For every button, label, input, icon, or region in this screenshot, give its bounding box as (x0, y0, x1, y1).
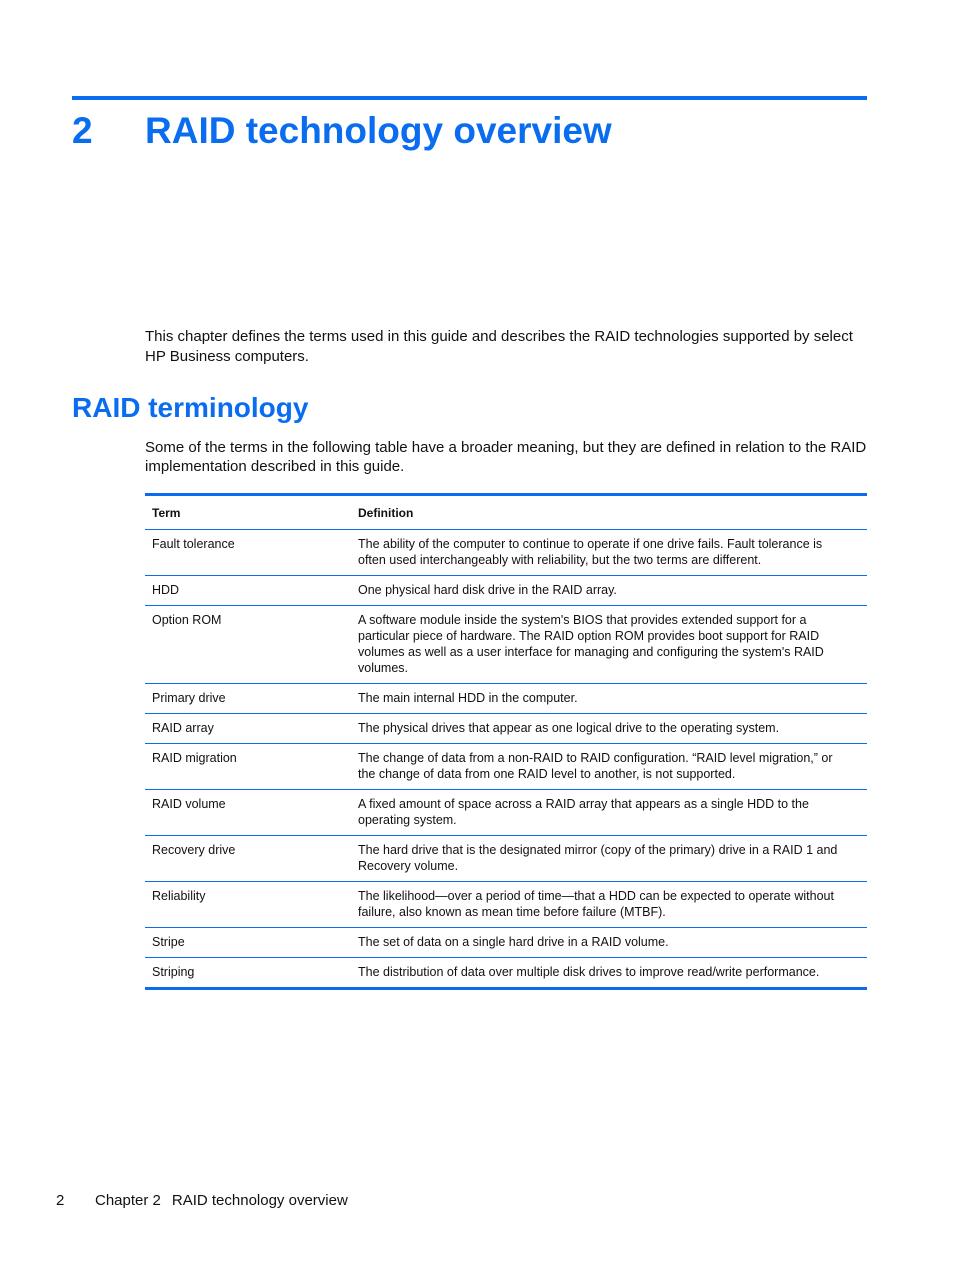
chapter-intro: This chapter defines the terms used in this guide and describes the RAID technologies supported by select HP Business computers. (145, 328, 853, 365)
definition-cell: A software module inside the system's BIOS that provides extended support for a particular piece of hardware. The RAID option ROM provides boot support for RAID volumes as well as a user interface for managing and configuring the system's RAID volumes. (351, 606, 867, 684)
term-cell: HDD (145, 576, 351, 606)
term-cell: Fault tolerance (145, 530, 351, 576)
term-cell: RAID array (145, 714, 351, 744)
table-row (145, 790, 867, 836)
section-heading: RAID terminology (72, 392, 309, 423)
term-cell: RAID migration (145, 744, 351, 790)
definition-cell: The hard drive that is the designated mirror (copy of the primary) drive in a RAID 1 and Recovery volume. (351, 836, 867, 882)
term-cell: Recovery drive (145, 836, 351, 882)
term-cell: Option ROM (145, 606, 351, 684)
page-footer (56, 1191, 348, 1211)
chapter-title: RAID technology overview (145, 110, 612, 151)
footer-chapter-title: RAID technology overview (171, 1192, 348, 1209)
table-header-row (145, 495, 867, 530)
chapter-number: 2 (72, 110, 93, 151)
chapter-top-rule (72, 96, 867, 100)
column-header-definition: Definition (351, 495, 867, 530)
definition-cell: The likelihood—over a period of time—that a HDD can be expected to operate without failure, also known as mean time before failure (MTBF). (351, 882, 867, 928)
table-row (145, 744, 867, 790)
definition-cell: The set of data on a single hard drive in a RAID volume. (351, 928, 867, 958)
table-row (145, 836, 867, 882)
table-row (145, 714, 867, 744)
footer-page-number: 2 (56, 1192, 65, 1209)
definition-cell: One physical hard disk drive in the RAID array. (351, 576, 867, 606)
section-intro: Some of the terms in the following table have a broader meaning, but they are defined in relation to the RAID implementation described in this guide. (145, 439, 867, 475)
term-cell: Primary drive (145, 684, 351, 714)
table-row (145, 882, 867, 928)
table-row (145, 958, 867, 989)
chapter-heading (72, 106, 867, 156)
term-cell: Striping (152, 965, 195, 979)
footer-chapter-label: Chapter 2 (95, 1192, 161, 1209)
table-row (145, 606, 867, 684)
definition-cell: The distribution of data over multiple disk drives to improve read/write performance. (358, 965, 820, 979)
table-row (145, 576, 867, 606)
definition-cell: The physical drives that appear as one logical drive to the operating system. (351, 714, 867, 744)
definition-cell: A fixed amount of space across a RAID array that appears as a single HDD to the operating system. (351, 790, 867, 836)
term-cell: Reliability (145, 882, 351, 928)
definition-cell: The change of data from a non-RAID to RAID configuration. “RAID level migration,” or the change of data from one RAID level to another, is not supported. (351, 744, 867, 790)
term-cell: Stripe (145, 928, 351, 958)
definition-cell: The ability of the computer to continue to operate if one drive fails. Fault tolerance is often used interchangeably with reliability, but the two terms are different. (351, 530, 867, 576)
terminology-table (145, 493, 867, 990)
column-header-term: Term (145, 495, 351, 530)
table-row (145, 530, 867, 576)
table-row (145, 684, 867, 714)
definition-cell: The main internal HDD in the computer. (351, 684, 867, 714)
table-row (145, 928, 867, 958)
term-cell: RAID volume (145, 790, 351, 836)
